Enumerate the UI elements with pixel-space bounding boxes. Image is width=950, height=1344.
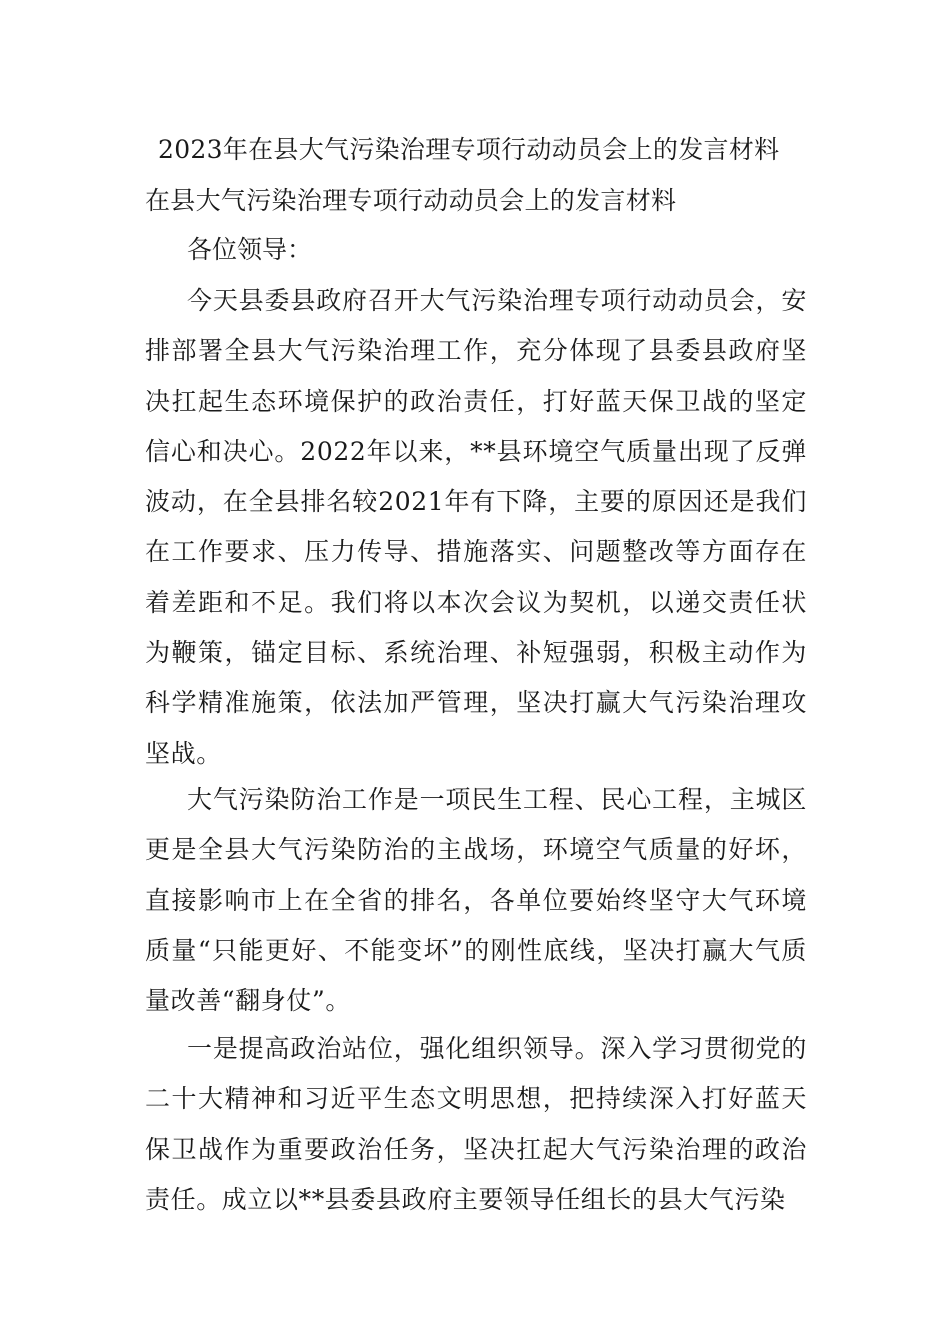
- salutation: 各位领导：: [187, 235, 313, 264]
- paragraph-point-one: 一是提高政治站位，强化组织领导。深入学习贯彻党的二十大精神和习近平生态文明思想，把持续深入打好蓝天保卫战作为重要政治任务，坚决扛起大气污染治理的政治责任。成立以**县委县政府主要领导任组长的县大气污染: [145, 1034, 807, 1214]
- document-title: 2023年在县大气污染治理专项行动动员会上的发言材料: [158, 135, 780, 164]
- paragraph-main-battlefield: 大气污染防治工作是一项民生工程、民心工程，主城区更是全县大气污染防治的主战场，环境空气质量的好坏，直接影响市上在全省的排名，各单位要始终坚守大气环境质量“只能更好、不能变坏”的刚性底线，坚决打赢大气质量改善“翻身仗”。: [145, 785, 807, 1016]
- paragraph-intro: 今天县委县政府召开大气污染治理专项行动动员会，安排部署全县大气污染治理工作，充分体现了县委县政府坚决扛起生态环境保护的政治责任，打好蓝天保卫战的坚定信心和决心。2022年以来，**县环境空气质量出现了反弹波动，在全县排名较2021年有下降，主要的原因还是我们在工作要求、压力传导、措施落实、问题整改等方面存在着差距和不足。我们将以本次会议为契机，以递交责任状为鞭策，锚定目标、系统治理、补短强弱，积极主动作为科学精准施策，依法加严管理，坚决打赢大气污染治理攻坚战。: [145, 286, 807, 768]
- document-subtitle: 在县大气污染治理专项行动动员会上的发言材料: [145, 186, 677, 215]
